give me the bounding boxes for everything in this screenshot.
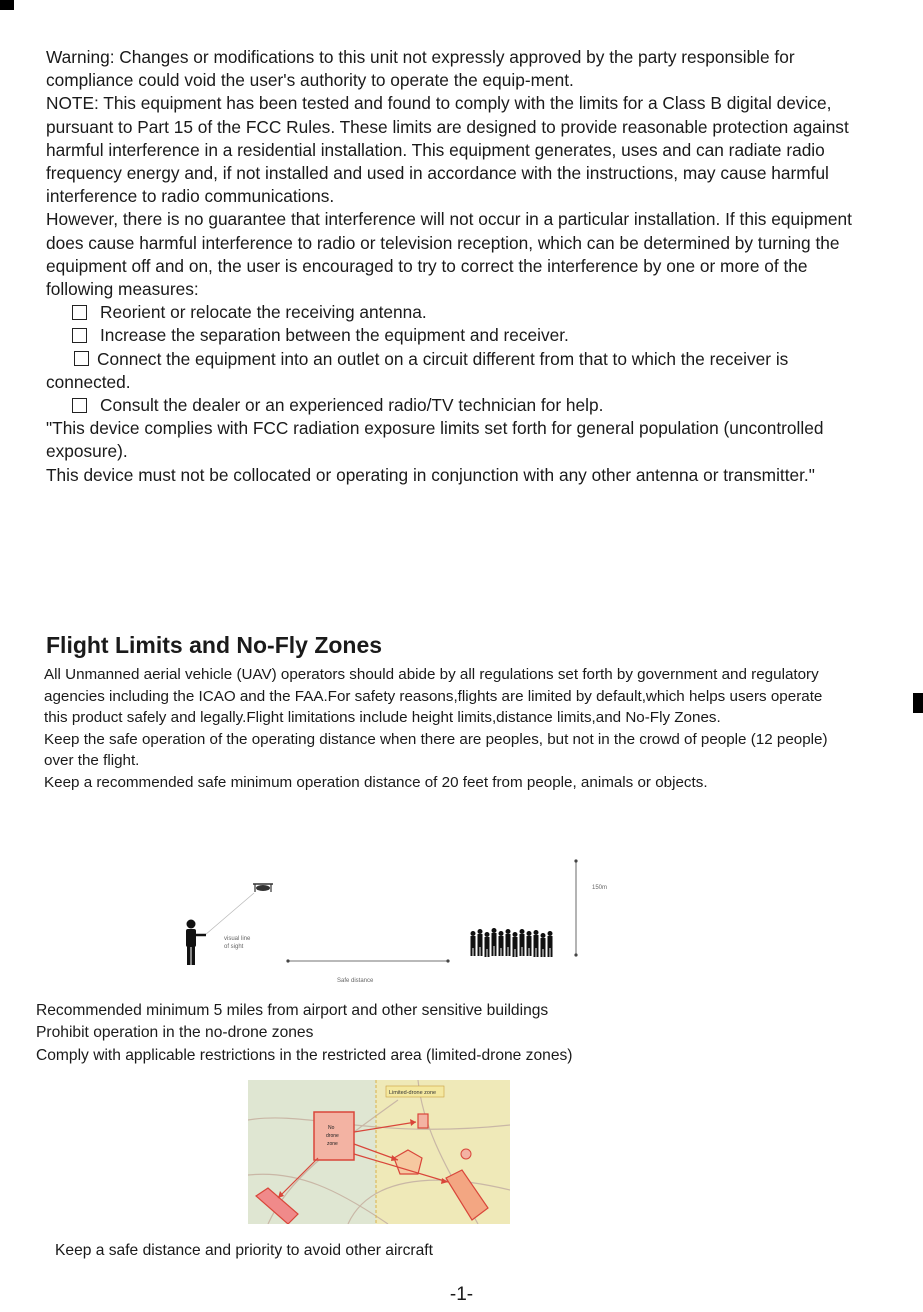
distance-paragraph: Keep a recommended safe minimum operation distance of 20 feet from people, animals or objects. (44, 773, 708, 791)
measure-text: Increase the separation between the equipment and receiver. (100, 325, 569, 346)
guidance-line: Prohibit operation in the no-drone zones (36, 1024, 314, 1042)
side-crop-mark (913, 693, 923, 713)
line-of-sight-label: of sight (224, 944, 244, 950)
no-drone-label: zone (327, 1141, 338, 1147)
airport-guidance (36, 1000, 572, 1067)
checkbox-icon (72, 398, 87, 413)
intro-paragraph: All Unmanned aerial vehicle (UAV) operators should abide by all regulations set forth by government and regulatory agencies including the ICAO and the FAA.For safety reasons,flights are limited by default,which helps users operate this product safely and legally.Flight limitations include height limits,distance limits,and No-Fly Zones. (44, 666, 823, 727)
no-drone-label: No (328, 1125, 335, 1131)
guidance-line: Recommended minimum 5 miles from airport and other sensitive buildings (36, 1002, 549, 1019)
measure-text: Consult the dealer or an experienced radio/TV technician for help. (100, 395, 604, 416)
line-of-sight (205, 893, 254, 935)
measure-item (46, 394, 866, 417)
drone-icon (253, 884, 273, 892)
sensitive-building (461, 1149, 471, 1159)
flight-limits-text (44, 664, 844, 794)
guidance-line: Comply with applicable restrictions in the restricted area (limited-drone zones) (36, 1046, 573, 1064)
height-label: 150m (592, 885, 608, 891)
safe-distance-diagram (180, 855, 620, 990)
crowd-paragraph: Keep the safe operation of the operating distance when there are peoples, but not in the crowd of people (12 people) over the flight. (44, 730, 828, 770)
fcc-statement (46, 46, 866, 487)
measure-text: Connect the equipment into an outlet on a circuit different from that to which the receiver is connected. (46, 348, 789, 392)
operator-icon (186, 920, 206, 966)
line-of-sight-label: visual line (224, 936, 251, 942)
restricted-building (418, 1114, 428, 1128)
note-paragraph: NOTE: This equipment has been tested and found to comply with the limits for a Class B digital device, pursuant to Part 15 of the FCC Rules. These limits are designed to provide reasonable protection against harmful interference in a residential installation. This equipment generates, uses and can radiate radio frequency energy and, if not installed and used in accordance with the instructions, may cause harmful interference to radio communications. (46, 93, 849, 207)
exposure-paragraph: "This device complies with FCC radiation exposure limits set forth for general population (uncontrolled exposure). (46, 418, 824, 462)
section-heading: Flight Limits and No-Fly Zones (46, 632, 383, 658)
measure-item (46, 324, 866, 347)
checkbox-icon (72, 305, 87, 320)
no-fly-zone-map (248, 1080, 510, 1224)
limited-zone-label: Limited-drone zone (389, 1090, 437, 1096)
crowd-icon (471, 928, 553, 957)
checkbox-icon (74, 351, 89, 366)
collocation-paragraph: This device must not be collocated or operating in conjunction with any other antenna or transmitter." (46, 464, 815, 485)
measure-item (46, 348, 866, 394)
measure-item (46, 301, 866, 324)
no-drone-label: drone (326, 1133, 339, 1139)
safe-distance-label: Safe distance (337, 978, 374, 984)
page-number: -1- (449, 1284, 474, 1305)
however-paragraph: However, there is no guarantee that interference will not occur in a particular installation. If this equipment does cause harmful interference to radio or television reception, which can be determined by turning the equipment off and on, the user is encouraged to try to correct the interference by one or more of the following measures: (46, 209, 852, 300)
checkbox-icon (72, 328, 87, 343)
measure-text: Reorient or relocate the receiving antenna. (100, 302, 427, 323)
corner-crop-mark (0, 0, 14, 10)
warning-paragraph: Warning: Changes or modifications to this unit not expressly approved by the party responsible for compliance could void the user's authority to operate the equip-ment. (46, 47, 795, 91)
map-caption: Keep a safe distance and priority to avoid other aircraft (55, 1242, 433, 1259)
